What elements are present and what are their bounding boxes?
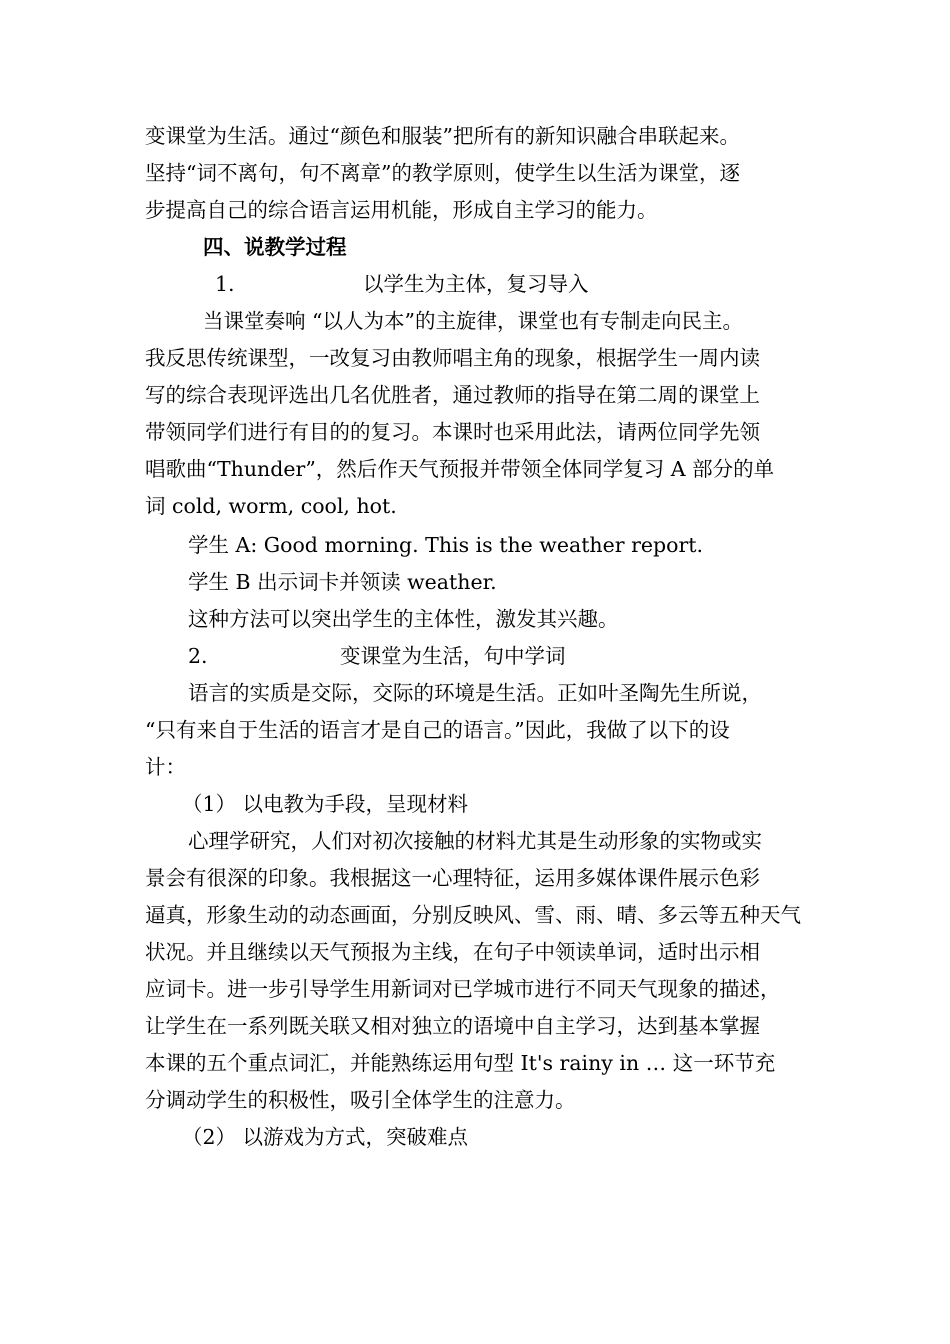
paragraph-3-line-1: 语言的实质是交际，交际的环境是生活。正如叶圣陶先生所说， [188,681,762,705]
paragraph-4-line-1: 心理学研究，人们对初次接触的材料尤其是生动形象的实物或实 [188,829,762,853]
paragraph-3-line-3: 计： [145,755,186,779]
paragraph-1-line-6: 词 cold, worm, cool, hot. [145,494,397,518]
intro-line-1: 变课堂为生活。通过“颜色和服装”把所有的新知识融合串联起来。 [145,124,740,148]
paragraph-4-line-2: 景会有很深的印象。我根据这一心理特征，运用多媒体课件展示色彩 [145,866,760,890]
step-1-title: 以学生为主体，复习导入 [363,272,589,296]
paragraph-4-line-6: 让学生在一系列既关联又相对独立的语境中自主学习，达到基本掌握 [145,1014,760,1038]
paragraph-1-line-5: 唱歌曲“Thunder”，然后作天气预报并带领全体同学复习 A 部分的单 [145,457,775,481]
paragraph-1-line-3: 写的综合表现评选出几名优胜者，通过教师的指导在第二周的课堂上 [145,383,760,407]
subsection-2-heading: （2） 以游戏为方式，突破难点 [182,1125,469,1149]
step-2-title: 变课堂为生活，句中学词 [340,644,566,668]
student-b-line: 学生 B 出示词卡并领读 weather. [188,570,497,594]
paragraph-1-line-2: 我反思传统课型，一改复习由教师唱主角的现象，根据学生一周内读 [145,346,760,370]
student-a-line: 学生 A: Good morning. This is the weather report. [188,533,704,557]
intro-line-2: 坚持“词不离句，句不离章”的教学原则，使学生以生活为课堂，逐 [145,161,740,185]
step-2-number: 2. [188,644,208,668]
paragraph-4-line-7: 本课的五个重点词汇，并能熟练运用句型 It's rainy in … 这一环节充 [145,1051,776,1075]
intro-line-3: 步提高自己的综合语言运用机能，形成自主学习的能力。 [145,198,658,222]
paragraph-1-line-4: 带领同学们进行有目的的复习。本课时也采用此法，请两位同学先领 [145,420,760,444]
paragraph-4-line-8: 分调动学生的积极性，吸引全体学生的注意力。 [145,1088,576,1112]
paragraph-4-line-3: 逼真，形象生动的动态画面，分别反映风、雪、雨、晴、多云等五种天气 [145,903,801,927]
paragraph-4-line-4: 状况。并且继续以天气预报为主线，在句子中领读单词，适时出示相 [145,940,760,964]
paragraph-4-line-5: 应词卡。进一步引导学生用新词对已学城市进行不同天气现象的描述， [145,977,781,1001]
paragraph-3-line-2: “只有来自于生活的语言才是自己的语言。”因此，我做了以下的设 [145,718,730,742]
paragraph-2: 这种方法可以突出学生的主体性，激发其兴趣。 [188,607,619,631]
subsection-1-heading: （1） 以电教为手段，呈现材料 [182,792,469,816]
section-heading: 四、说教学过程 [203,235,347,259]
paragraph-1-line-1: 当课堂奏响 “以人为本”的主旋律，课堂也有专制走向民主。 [203,309,743,333]
step-1-number: 1. [215,272,235,296]
